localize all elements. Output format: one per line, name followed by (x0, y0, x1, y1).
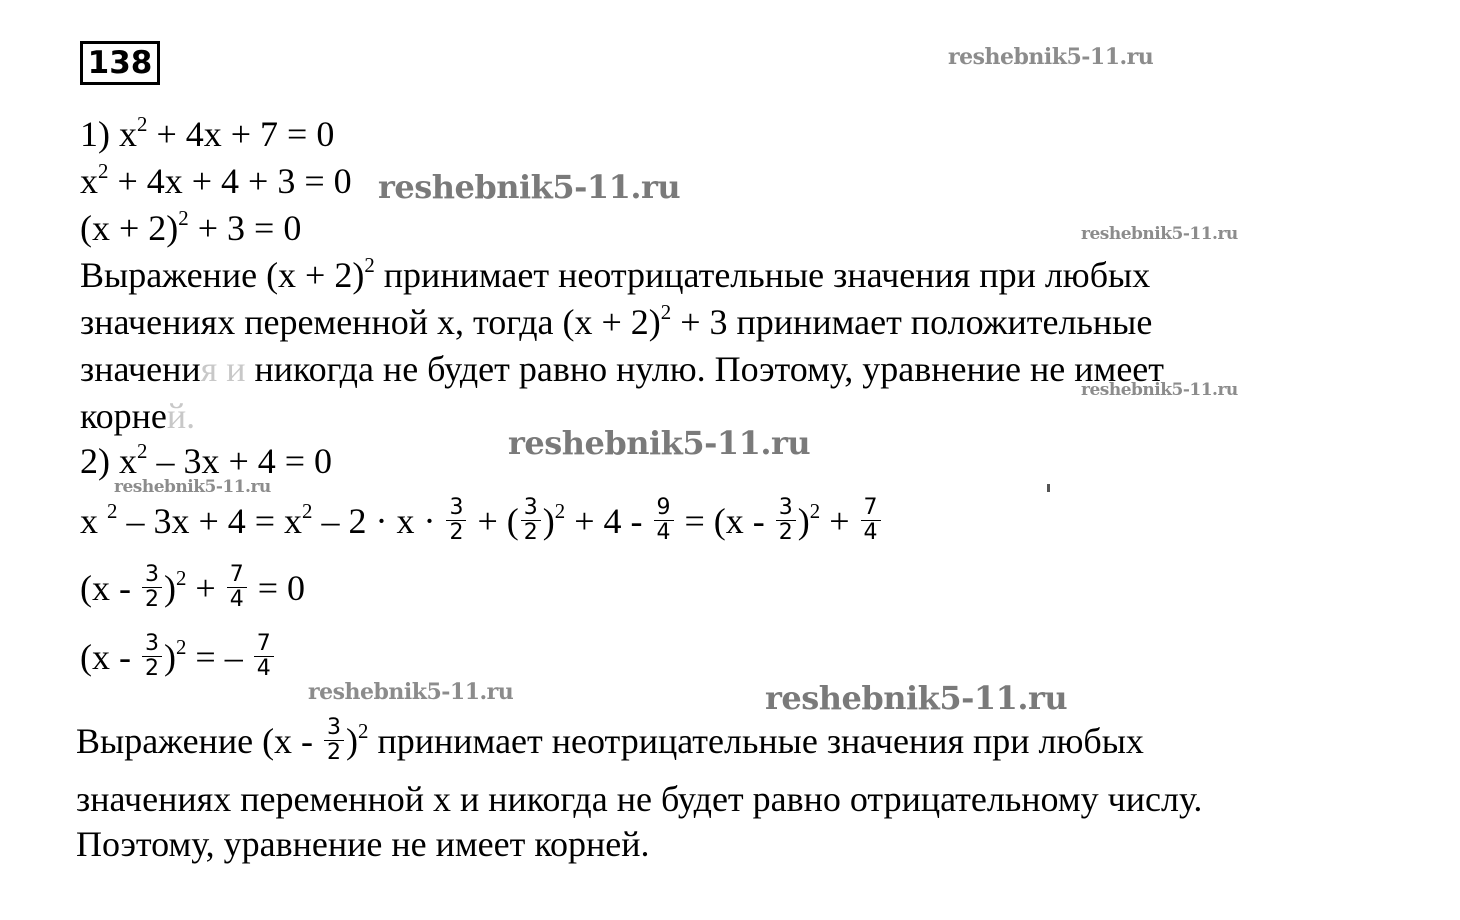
fraction: $\frac{3}{2}$ (324, 716, 344, 765)
fraction: $\frac{7}{4}$ (227, 563, 247, 612)
fraction: $\frac{3}{2}$ (142, 563, 162, 612)
watermark-bottom-left: reshebnik5-11.ru (308, 679, 514, 705)
p1-para-line-2: значениях переменной x, тогда $(x + 2)^2 + 3$ принимает положительные (80, 299, 1153, 342)
fraction: $\frac{3}{2}$ (776, 496, 796, 545)
watermark-left: reshebnik5-11.ru (114, 477, 271, 497)
fraction: $\frac{9}{4}$ (654, 496, 674, 545)
watermark-top-right: reshebnik5-11.ru (948, 44, 1154, 70)
watermark-center: reshebnik5-11.ru (508, 424, 811, 462)
p2-para-line-2: значениях переменной x и никогда не будет равно отрицательному числу. (76, 779, 1203, 819)
fraction: $\frac{3}{2}$ (446, 496, 466, 545)
p1-para-line-1: Выражение $(x + 2)^2$ принимает неотрицательные значения при любых (80, 252, 1151, 295)
p2-equation-4: (x - $\frac{3}{2}$ )$^2$ = – $\frac{7}{4}$ (80, 636, 276, 685)
watermark-bottom-right: reshebnik5-11.ru (765, 679, 1068, 717)
p2-equation-3: (x - $\frac{3}{2}$ )$^2$ + $\frac{7}{4}$ = 0 (80, 562, 306, 612)
p1-para-line-4: корней. (80, 396, 196, 436)
p2-para-line-1: Выражение (x - $\frac{3}{2}$ )$^2$ принимает неотрицательные значения при любых (76, 715, 1144, 765)
p1-para-line-3: значения и никогда не будет равно нулю. Поэтому, уравнение не имеет (80, 349, 1165, 389)
p2-equation-2: x $^2 - 3x + 4 = x^2 - 2 \cdot x$ · $\frac{3}{2}$ + ( $\frac{3}{2}$ )$^2$ + 4 - $\frac{9}{4}$ = (x - $\frac{3}{2}$ )$^2$ + $\frac{7}{4}$ (80, 500, 883, 549)
fraction: $\frac{3}{2}$ (142, 632, 162, 681)
watermark-right-2: reshebnik5-11.ru (1081, 380, 1238, 400)
watermark-right-1: reshebnik5-11.ru (1081, 224, 1238, 244)
p2-para-line-3: Поэтому, уравнение не имеет корней. (76, 824, 650, 864)
problem-number: 138 (80, 41, 160, 85)
fraction: $\frac{7}{4}$ (861, 496, 881, 545)
fraction: $\frac{3}{2}$ (521, 496, 541, 545)
fraction: $\frac{7}{4}$ (254, 632, 274, 681)
watermark-line2: reshebnik5-11.ru (378, 168, 681, 206)
p2-equation-1: 2) $x^2 - 3x + 4 = 0$ (80, 438, 333, 481)
stray-mark (1047, 484, 1050, 492)
p1-equation-3: $(x + 2)^2 + 3 = 0$ (80, 205, 302, 248)
p1-equation-2: $x^2 + 4x + 4 + 3 = 0$ (80, 158, 352, 201)
p1-equation-1: 1) $x^2 + 4x + 7 = 0$ (80, 111, 335, 154)
